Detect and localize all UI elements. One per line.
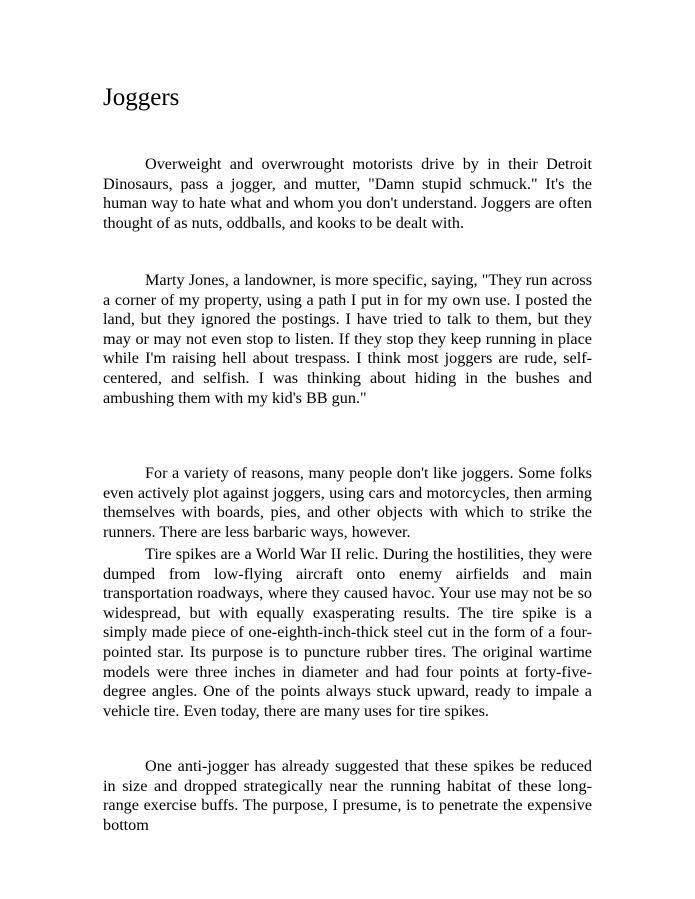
- paragraph-2: Marty Jones, a landowner, is more specific, saying, "They run across a corner of my property, using a path I put in for my own use. I posted the land, but they ignored the postings. I have tried to talk to them, but they may or may not even stop to listen. If they stop they keep running in place while I'm raising hell about trespass. I think most joggers are rude, self-centered, and selfish. I was thinking about hiding in the bushes and ambushing them with my kid's BB gun.": [103, 271, 592, 407]
- paragraph-1: Overweight and overwrought motorists drive by in their Detroit Dinosaurs, pass a jogger, and mutter, "Damn stupid schmuck." It's the human way to hate what and whom you don't understand. Joggers are often thought of as nuts, oddballs, and kooks to be dealt with.: [103, 155, 592, 232]
- paragraph-3: For a variety of reasons, many people don't like joggers. Some folks even actively plot against joggers, using cars and motorcycles, then arming themselves with boards, pies, and other objects with which to strike the runners. There are less barbaric ways, however.: [103, 464, 592, 541]
- paragraph-4: Tire spikes are a World War II relic. During the hostilities, they were dumped from low-flying aircraft onto enemy airfields and main transportation roadways, where they caused havoc. Your use may not be so widespread, but with equally exasperating results. The tire spike is a simply made piece of one-eighth-inch-thick steel cut in the form of a four-pointed star. Its purpose is to puncture rubber tires. The original wartime models were three inches in diameter and had four points at forty-five-degree angles. One of the points always stuck upward, ready to impale a vehicle tire. Even today, there are many uses for tire spikes.: [103, 545, 592, 720]
- page-title: Joggers: [103, 84, 180, 111]
- paragraph-5: One anti-jogger has already suggested that these spikes be reduced in size and dropped strategically near the running habitat of these long-range exercise buffs. The purpose, I presume, is to penetrate the expensive bottom: [103, 757, 592, 834]
